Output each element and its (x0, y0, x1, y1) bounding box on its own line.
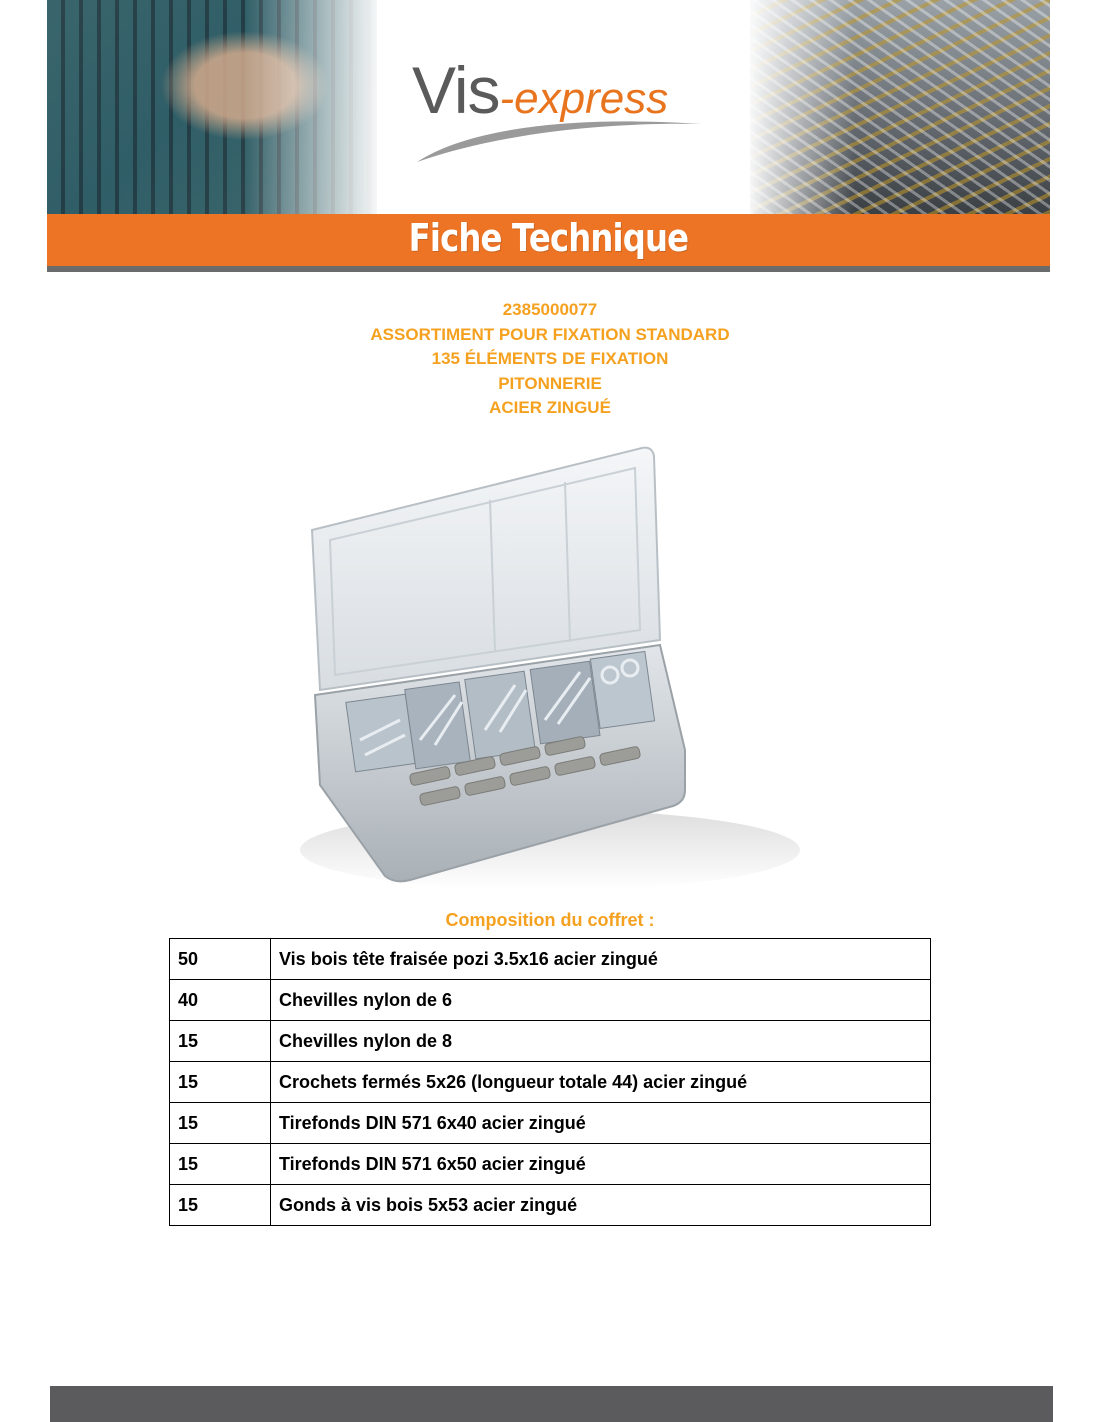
table-row (170, 1144, 931, 1185)
table-row (170, 1103, 931, 1144)
product-name: ASSORTIMENT POUR FIXATION STANDARD (370, 324, 730, 344)
row-quantity: 15 (170, 1021, 271, 1062)
row-quantity: 40 (170, 980, 271, 1021)
product-category: PITONNERIE (498, 373, 602, 393)
composition-table (169, 938, 931, 1226)
table-row (170, 939, 931, 980)
band-underline (47, 266, 1050, 272)
row-description: Vis bois tête fraisée pozi 3.5x16 acier zingué (271, 939, 931, 980)
workshop-photo (47, 0, 377, 214)
table-row (170, 1062, 931, 1103)
table-row (170, 980, 931, 1021)
screws-photo (750, 0, 1050, 214)
header-banner (47, 0, 1050, 272)
row-quantity: 15 (170, 1185, 271, 1226)
logo-swoosh-icon (412, 114, 712, 164)
product-info (0, 298, 1100, 421)
footer-bar (50, 1386, 1053, 1422)
title-band (47, 214, 1050, 266)
band-title: Fiche Technique (408, 216, 689, 260)
row-description: Chevilles nylon de 6 (271, 980, 931, 1021)
row-description: Crochets fermés 5x26 (longueur totale 44) acier zingué (271, 1062, 931, 1103)
product-material: ACIER ZINGUÉ (489, 398, 611, 417)
row-description: Gonds à vis bois 5x53 acier zingué (271, 1185, 931, 1226)
row-quantity: 15 (170, 1144, 271, 1185)
table-row (170, 1185, 931, 1226)
product-box-image (290, 440, 810, 890)
logo-main-text: Vis (412, 53, 500, 127)
product-reference: 2385000077 (502, 300, 598, 319)
banner-photos (47, 0, 1050, 214)
row-description: Tirefonds DIN 571 6x50 acier zingué (271, 1144, 931, 1185)
row-description: Chevilles nylon de 8 (271, 1021, 931, 1062)
row-quantity: 15 (170, 1103, 271, 1144)
logo-sub-text: -express (499, 74, 669, 123)
product-count: 135 ÉLÉMENTS DE FIXATION (431, 349, 669, 368)
table-row (170, 1021, 931, 1062)
row-quantity: 50 (170, 939, 271, 980)
composition-title: Composition du coffret : (445, 910, 655, 930)
vis-express-logo (412, 52, 712, 172)
row-quantity: 15 (170, 1062, 271, 1103)
row-description: Tirefonds DIN 571 6x40 acier zingué (271, 1103, 931, 1144)
